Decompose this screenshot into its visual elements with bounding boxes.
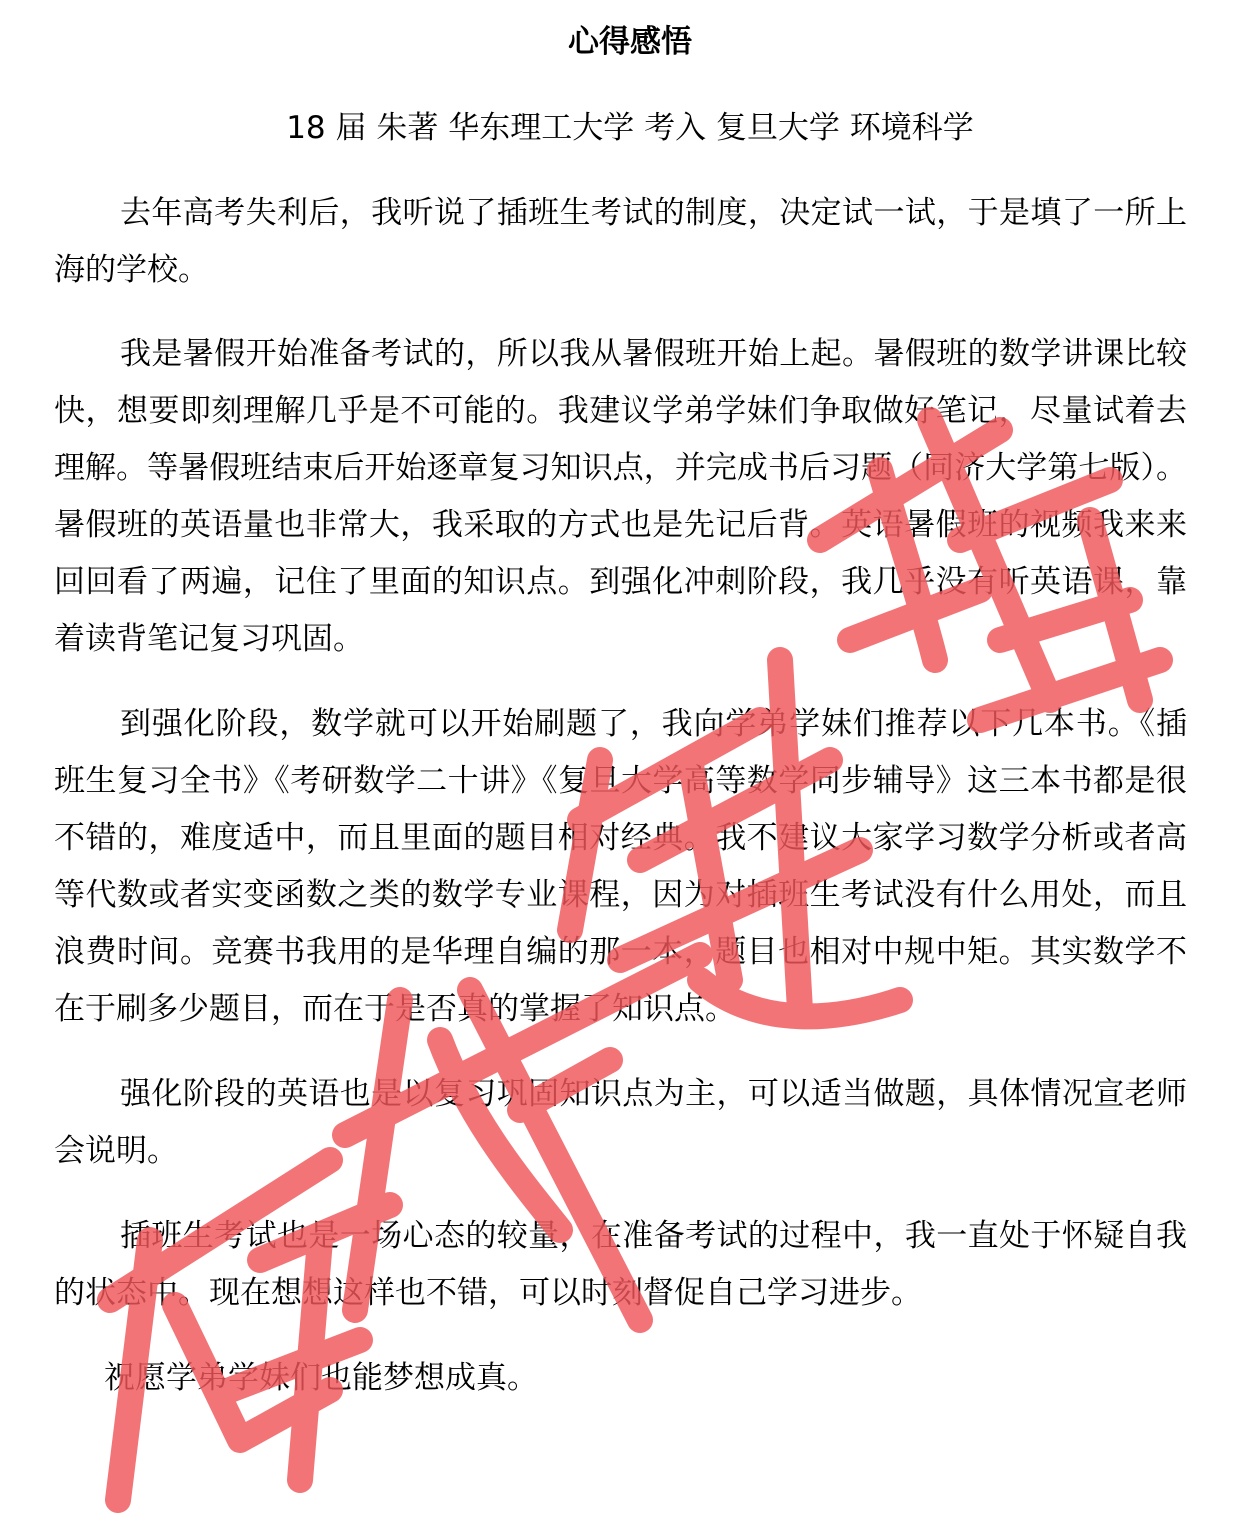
paragraph-1: 去年高考失利后，我听说了插班生考试的制度，决定试一试，于是填了一所上海的学校。 [54,195,1187,288]
paragraph-4: 强化阶段的英语也是以复习巩固知识点为主，可以适当做题，具体情况宣老师会说明。 [54,1076,1187,1169]
author-byline: 18 届 朱著 华东理工大学 考入 复旦大学 环境科学 [286,110,974,146]
page-title: 心得感悟 [568,24,692,60]
paragraph-2: 我是暑假开始准备考试的，所以我从暑假班开始上起。暑假班的数学讲课比较快，想要即刻理解几乎是不可能的。我建议学弟学妹们争取做好笔记，尽量试着去理解。等暑假班结束后开始逐章复习知识点，并完成书后习题（同济大学第七版）。暑假班的英语量也非常大，我采取的方式也是先记后背。英语暑假班的视频我来来回回看了两遍，记住了里面的知识点。到强化冲刺阶段，我几乎没有听英语课，靠着读背笔记复习巩固。 [54,336,1187,657]
paragraph-5: 插班生考试也是一场心态的较量，在准备考试的过程中，我一直处于怀疑自我的状态中。现在想想这样也不错，可以时刻督促自己学习进步。 [54,1218,1187,1311]
closing-line: 祝愿学弟学妹们也能梦想成真。 [104,1360,538,1396]
paragraph-3: 到强化阶段，数学就可以开始刷题了，我向学弟学妹们推荐以下几本书。《插班生复习全书》《考研数学二十讲》《复旦大学高等数学同步辅导》这三本书都是很不错的，难度适中，而且里面的题目相对经典。我不建议大家学习数学分析或者高等代数或者实变函数之类的数学专业课程，因为对插班生考试没有什么用处，而且浪费时间。竞赛书我用的是华理自编的那一本，题目也相对中规中矩。其实数学不在于刷多少题目，而在于是否真的掌握了知识点。 [54,706,1187,1027]
